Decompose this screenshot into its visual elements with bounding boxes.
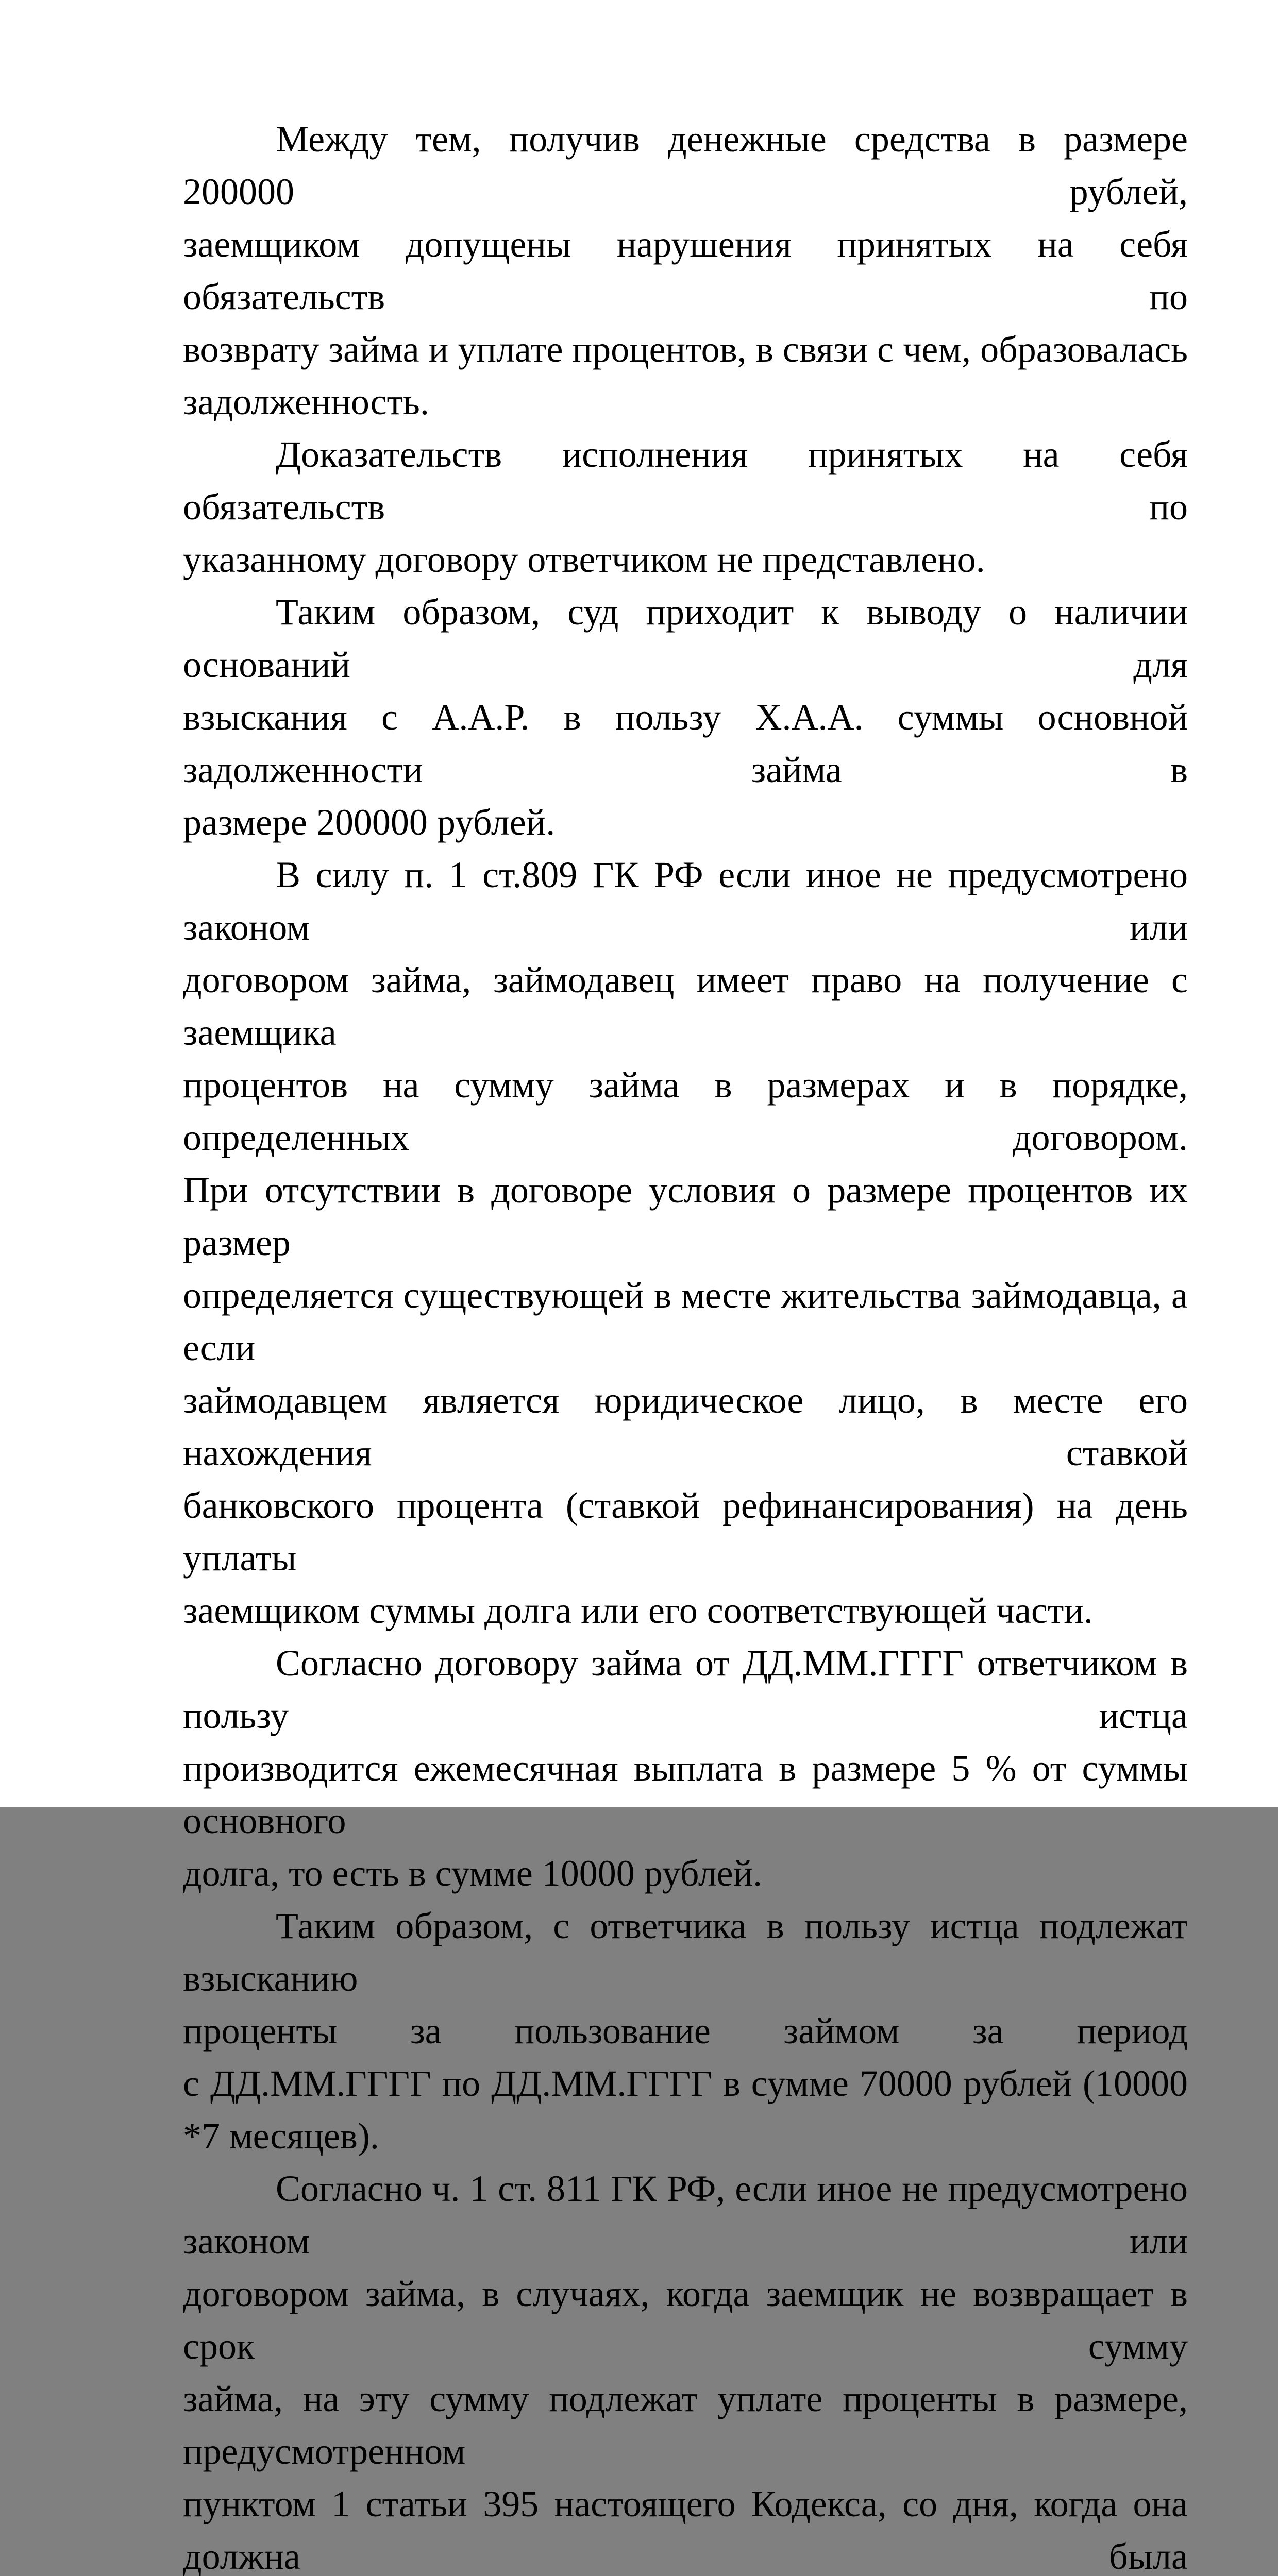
text-line: Таким образом, с ответчика в пользу истца подлежат взысканию xyxy=(183,1905,1188,1999)
text-line: взыскания с А.А.Р. в пользу Х.А.А. суммы основной задолженности займа в xyxy=(183,697,1188,790)
paragraph xyxy=(183,1637,1188,1900)
text-line: размере 200000 рублей. xyxy=(183,802,556,843)
text-line: задолженность. xyxy=(183,381,429,422)
text-line: Согласно договору займа от ДД.ММ.ГГГГ ответчиком в пользу истца xyxy=(183,1642,1188,1736)
document-text xyxy=(183,113,1188,2576)
paragraph xyxy=(183,1900,1188,2162)
text-line: процентов на сумму займа в размерах и в порядке, определенных договором. xyxy=(183,1064,1188,1158)
text-line: При отсутствии в договоре условия о размере процентов их размер xyxy=(183,1170,1188,1263)
text-line: Таким образом, суд приходит к выводу о наличии оснований для xyxy=(183,591,1188,685)
paragraph xyxy=(183,428,1188,586)
text-line: договором займа, займодавец имеет право на получение с заемщика xyxy=(183,959,1188,1053)
text-line: договором займа, в случаях, когда заемщик не возвращает в срок сумму xyxy=(183,2273,1188,2367)
text-line: проценты за пользование займом за период xyxy=(183,2010,1188,2052)
text-line: указанному договору ответчиком не представлено. xyxy=(183,539,985,580)
paragraph xyxy=(183,2162,1188,2576)
text-line: с ДД.ММ.ГГГГ по ДД.ММ.ГГГГ в сумме 70000 рублей (10000 *7 месяцев). xyxy=(183,2063,1188,2157)
text-line: производится ежемесячная выплата в размере 5 % от суммы основного xyxy=(183,1748,1188,1841)
text-line: заемщиком допущены нарушения принятых на себя обязательств по xyxy=(183,224,1188,317)
text-line: долга, то есть в сумме 10000 рублей. xyxy=(183,1853,763,1894)
text-line: Согласно ч. 1 ст. 811 ГК РФ, если иное не предусмотрено законом или xyxy=(183,2168,1188,2262)
text-line: пунктом 1 статьи 395 настоящего Кодекса, со дня, когда она должна была xyxy=(183,2483,1188,2576)
text-line: Между тем, получив денежные средства в размере 200000 рублей, xyxy=(183,118,1188,212)
text-line: В силу п. 1 ст.809 ГК РФ если иное не предусмотрено законом или xyxy=(183,854,1188,948)
text-line: займа, на эту сумму подлежат уплате проценты в размере, предусмотренном xyxy=(183,2378,1188,2472)
text-line: возврату займа и уплате процентов, в связи с чем, образовалась xyxy=(183,329,1188,370)
paragraph xyxy=(183,849,1188,1637)
text-line: займодавцем является юридическое лицо, в месте его нахождения ставкой xyxy=(183,1380,1188,1473)
text-line: банковского процента (ставкой рефинансирования) на день уплаты xyxy=(183,1485,1188,1579)
text-line: определяется существующей в месте жительства займодавца, а если xyxy=(183,1275,1188,1368)
paragraph xyxy=(183,586,1188,849)
paragraph xyxy=(183,113,1188,428)
text-line: заемщиком суммы долга или его соответствующей части. xyxy=(183,1590,1093,1631)
text-line: Доказательств исполнения принятых на себя обязательств по xyxy=(183,434,1188,528)
